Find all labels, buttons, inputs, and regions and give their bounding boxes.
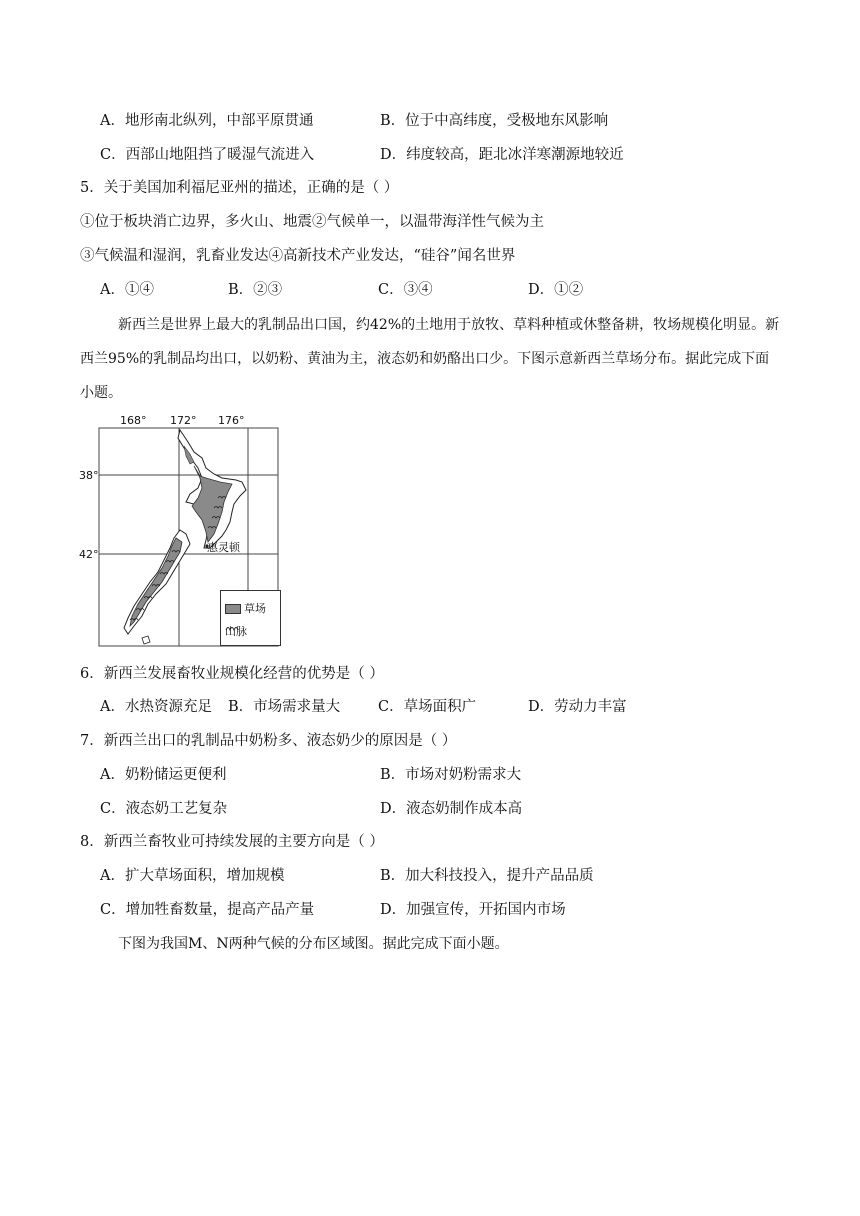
q7-stem: 7．新西兰出口的乳制品中奶粉多、液态奶少的原因是（ ）: [80, 733, 457, 749]
q7-option-a: A．奶粉储运更便利: [100, 767, 227, 783]
q5-option-a: A．①④: [100, 282, 154, 298]
q7-option-d: D．液态奶制作成本高: [380, 801, 523, 817]
q5-option-d: D．①②: [528, 282, 584, 298]
q7-option-b: B．市场对奶粉需求大: [380, 767, 522, 783]
new-zealand-grassland-map: [76, 412, 282, 648]
q6-option-b: B．市场需求量大: [228, 699, 341, 715]
q5-statements-line2: ③气候温和湿润，乳畜业发达④高新技术产业发达，“硅谷”闻名世界: [80, 248, 516, 264]
lon-label-176: 176°: [218, 414, 245, 427]
passage-new-zealand: 新西兰是世界上最大的乳制品出口国，约42%的土地用于放牧、草料种植或休整备耕，牧场规模化明显。新西兰95%的乳制品均出口，以奶粉、黄油为主，液态奶和奶酪出口少。下图示意新西兰草场分布。据此完成下面小题。: [80, 317, 780, 401]
q6-stem: 6．新西兰发展畜牧业规模化经营的优势是（ ）: [80, 666, 384, 682]
q6-option-a: A．水热资源充足: [100, 699, 212, 715]
legend-grassland: 草场: [225, 600, 266, 616]
mountain-symbol-icon: [225, 623, 241, 631]
lat-label-42: 42°: [79, 548, 99, 561]
q6-option-d: D．劳动力丰富: [528, 699, 627, 715]
q6-option-c: C．草场面积广: [378, 699, 477, 715]
q8-option-b: B．加大科技投入，提升产品品质: [380, 868, 594, 884]
q7-option-c: C．液态奶工艺复杂: [100, 801, 228, 817]
q5-statements-line1: ①位于板块消亡边界，多火山、地震②气候单一，以温带海洋性气候为主: [80, 214, 544, 230]
q4-option-d: D．纬度较高，距北冰洋寒潮源地较近: [380, 147, 624, 163]
lon-label-168: 168°: [120, 414, 147, 427]
q4-option-b: B．位于中高纬度，受极地东风影响: [380, 113, 609, 129]
q8-option-d: D．加强宣传，开拓国内市场: [380, 902, 566, 918]
q8-stem: 8．新西兰畜牧业可持续发展的主要方向是（ ）: [80, 834, 384, 850]
city-label-wellington: 惠灵顿: [207, 541, 240, 554]
map-legend: [220, 590, 281, 646]
q4-option-c: C．西部山地阻挡了暖湿气流进入: [100, 147, 315, 163]
q4-option-a: A．地形南北纵列，中部平原贯通: [100, 113, 314, 129]
q8-option-c: C．增加牲畜数量，提高产品产量: [100, 902, 315, 918]
q5-option-b: B．②③: [228, 282, 283, 298]
next-group-intro: 下图为我国M、N两种气候的分布区域图。据此完成下面小题。: [118, 936, 509, 952]
legend-mountain: 山脉: [225, 625, 247, 638]
lat-label-38: 38°: [79, 469, 99, 482]
q8-option-a: A．扩大草场面积，增加规模: [100, 868, 285, 884]
q5-option-c: C．③④: [378, 282, 433, 298]
lon-label-172: 172°: [170, 414, 197, 427]
grassland-swatch-icon: [225, 604, 241, 614]
q5-stem: 5．关于美国加利福尼亚州的描述，正确的是（ ）: [80, 180, 399, 196]
